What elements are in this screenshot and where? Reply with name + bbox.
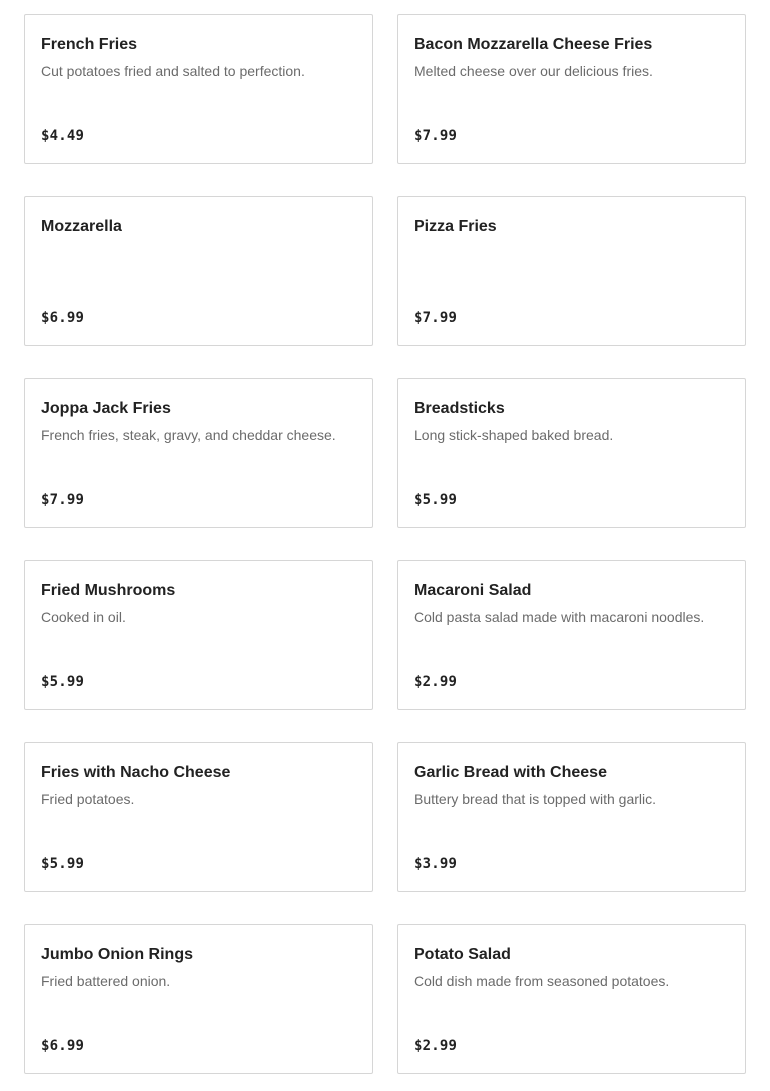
menu-item-name: Macaroni Salad [414,582,532,599]
menu-item-price: $6.99 [41,310,85,326]
menu-item-price: $2.99 [414,674,458,690]
menu-item-card[interactable] [397,560,746,710]
menu-item-name: Fries with Nacho Cheese [41,764,231,781]
menu-item-card[interactable] [24,14,373,164]
menu-item-description: Melted cheese over our delicious fries. [414,63,653,79]
menu-item-name: Bacon Mozzarella Cheese Fries [414,36,653,53]
menu-item-description: Cooked in oil. [41,609,126,625]
menu-item-card[interactable] [24,742,373,892]
menu-item-description: Cold dish made from seasoned potatoes. [414,973,670,989]
menu-item-name: Garlic Bread with Cheese [414,764,607,781]
menu-item-card[interactable] [24,924,373,1074]
menu-item-name: French Fries [41,36,138,53]
menu-item-name: Mozzarella [41,218,122,235]
menu-item-card[interactable] [24,560,373,710]
menu-item-price: $3.99 [414,856,458,872]
menu-item-grid [24,14,746,1074]
menu-item-description: Buttery bread that is topped with garlic. [414,791,657,807]
menu-item-name: Jumbo Onion Rings [41,946,193,963]
menu-item-name: Pizza Fries [414,218,497,235]
menu-item-price: $5.99 [414,492,458,508]
menu-item-price: $5.99 [41,674,85,690]
menu-item-description: Fried battered onion. [41,973,171,989]
menu-item-price: $6.99 [41,1038,85,1054]
menu-item-price: $7.99 [414,128,458,144]
menu-item-price: $2.99 [414,1038,458,1054]
menu-item-price: $5.99 [41,856,85,872]
menu-item-description: French fries, steak, gravy, and cheddar cheese. [41,427,336,443]
menu-item-price: $4.49 [41,128,85,144]
menu-item-card[interactable] [397,742,746,892]
menu-item-name: Joppa Jack Fries [41,400,171,417]
menu-item-card[interactable] [397,14,746,164]
menu-item-card[interactable] [24,378,373,528]
menu-item-description: Fried potatoes. [41,791,135,807]
menu-item-name: Fried Mushrooms [41,582,176,599]
menu-item-card[interactable] [397,378,746,528]
menu-item-price: $7.99 [414,310,458,326]
menu-item-description: Cut potatoes fried and salted to perfection. [41,63,305,79]
menu-item-card[interactable] [397,196,746,346]
menu-item-card[interactable] [24,196,373,346]
menu-item-name: Breadsticks [414,400,505,417]
menu-item-description: Long stick-shaped baked bread. [414,427,614,443]
menu-item-price: $7.99 [41,492,85,508]
menu-item-description: Cold pasta salad made with macaroni noodles. [414,609,705,625]
menu-item-name: Potato Salad [414,946,511,963]
menu-item-card[interactable] [397,924,746,1074]
